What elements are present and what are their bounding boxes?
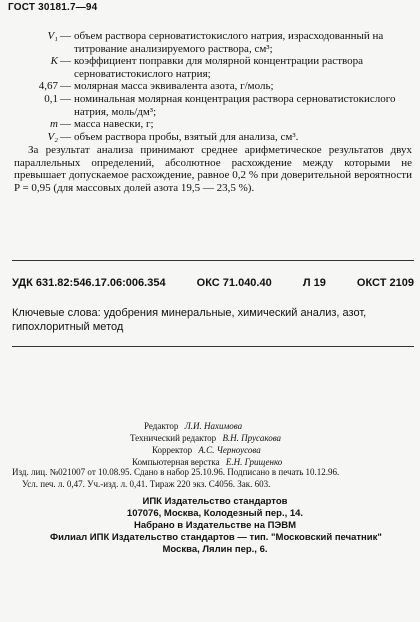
staff-name: Е.Н. Грищенко: [225, 457, 283, 467]
definition-dash: —: [60, 130, 71, 143]
definitions-list: [14, 30, 412, 143]
definition-dash: —: [60, 30, 71, 42]
definition-dash: —: [60, 118, 71, 131]
staff-name: В.Н. Прусакова: [222, 433, 282, 443]
imprint-line: Филиал ИПК Издательство стандартов — тип. "Московский печатник": [50, 532, 382, 543]
staff-row: [130, 432, 282, 444]
oks-code: ОКС 71.040.40: [196, 277, 272, 289]
definition-item: [14, 30, 412, 55]
publication-info: [12, 466, 414, 490]
imprint-line: Москва, Лялин пер., 6.: [162, 544, 268, 555]
definition-text: молярная масса эквивалента азота, г/моль;: [74, 80, 274, 93]
definition-symbol: K: [50, 55, 58, 68]
okst-code: ОКСТ 2109: [356, 277, 414, 289]
staff-row: [130, 420, 282, 432]
imprint-line: 107076, Москва, Колодезный пер., 14.: [126, 508, 304, 519]
definition-dash: —: [60, 55, 71, 68]
definition-item: [14, 131, 412, 144]
staff-role: Технический редактор: [130, 433, 217, 443]
staff-role: Корректор: [152, 445, 193, 455]
definition-item: [14, 118, 412, 131]
imprint-line: ИПК Издательство стандартов: [142, 496, 288, 507]
staff-row: [130, 444, 282, 456]
document-header-code: ГОСТ 30181.7—94: [8, 2, 98, 13]
keywords-text: Ключевые слова: удобрения минеральные, химический анализ, азот, гипохлоритный метод: [12, 307, 367, 333]
definition-item: [14, 80, 412, 93]
divider-top: [12, 260, 414, 261]
staff-credits: [130, 420, 282, 468]
definition-text: объем раствора серноватистокислого натрия, израсходованный на титрование анализируемого раствора, см³;: [74, 30, 384, 55]
staff-role: Компьютерная верстка: [132, 457, 220, 467]
definition-symbol: 4,67: [38, 80, 58, 93]
classification-line: [12, 277, 414, 289]
imprint-line: Набрано в Издательстве на ПЭВМ: [133, 520, 297, 531]
publication-line: Усл. печ. л. 0,47. Уч.-изд. л. 0,41. Тираж 220 экз. С4056. Зак. 603.: [22, 479, 271, 489]
l-code: Л 19: [302, 277, 326, 289]
divider-bottom: [12, 346, 414, 347]
definition-text: номинальная молярная концентрация раствора серноватистокислого натрия, моль/дм³;: [74, 92, 396, 118]
definition-item: [14, 93, 412, 118]
udk-code: УДК 631.82:546.17.06:006.354: [12, 277, 166, 289]
definition-dash: —: [60, 92, 71, 105]
definition-text: объем раствора пробы, взятый для анализа, см³.: [74, 130, 299, 143]
result-paragraph: За результат анализа принимают среднее арифметическое результатов двух параллельных определений, абсолютное расхождение между которыми не превышает допускаемое расхождение, равное 0,2 % при доверительной вероятности P = 0,95 (для массовых долей азота 19,5 — 23,5 %).: [14, 144, 412, 194]
definition-symbol: V₁: [47, 30, 58, 42]
definition-symbol: m: [50, 118, 58, 131]
definition-dash: —: [60, 80, 71, 93]
definition-text: масса навески, г;: [74, 118, 154, 131]
definition-text: коэффициент поправки для молярной концентрации раствора серноватистокислого натрия;: [74, 55, 364, 80]
definition-symbol: V₂: [47, 130, 58, 143]
imprint-block: [50, 496, 380, 556]
staff-role: Редактор: [144, 421, 179, 431]
definition-item: [14, 55, 412, 80]
staff-name: А.С. Черноусова: [198, 445, 261, 455]
definition-symbol: 0,1: [44, 92, 58, 105]
publication-line: Изд. лиц. №021007 от 10.08.95. Сдано в набор 25.10.96. Подписано в печать 10.12.96.: [12, 467, 340, 477]
staff-name: Л.И. Нахимова: [184, 421, 243, 431]
